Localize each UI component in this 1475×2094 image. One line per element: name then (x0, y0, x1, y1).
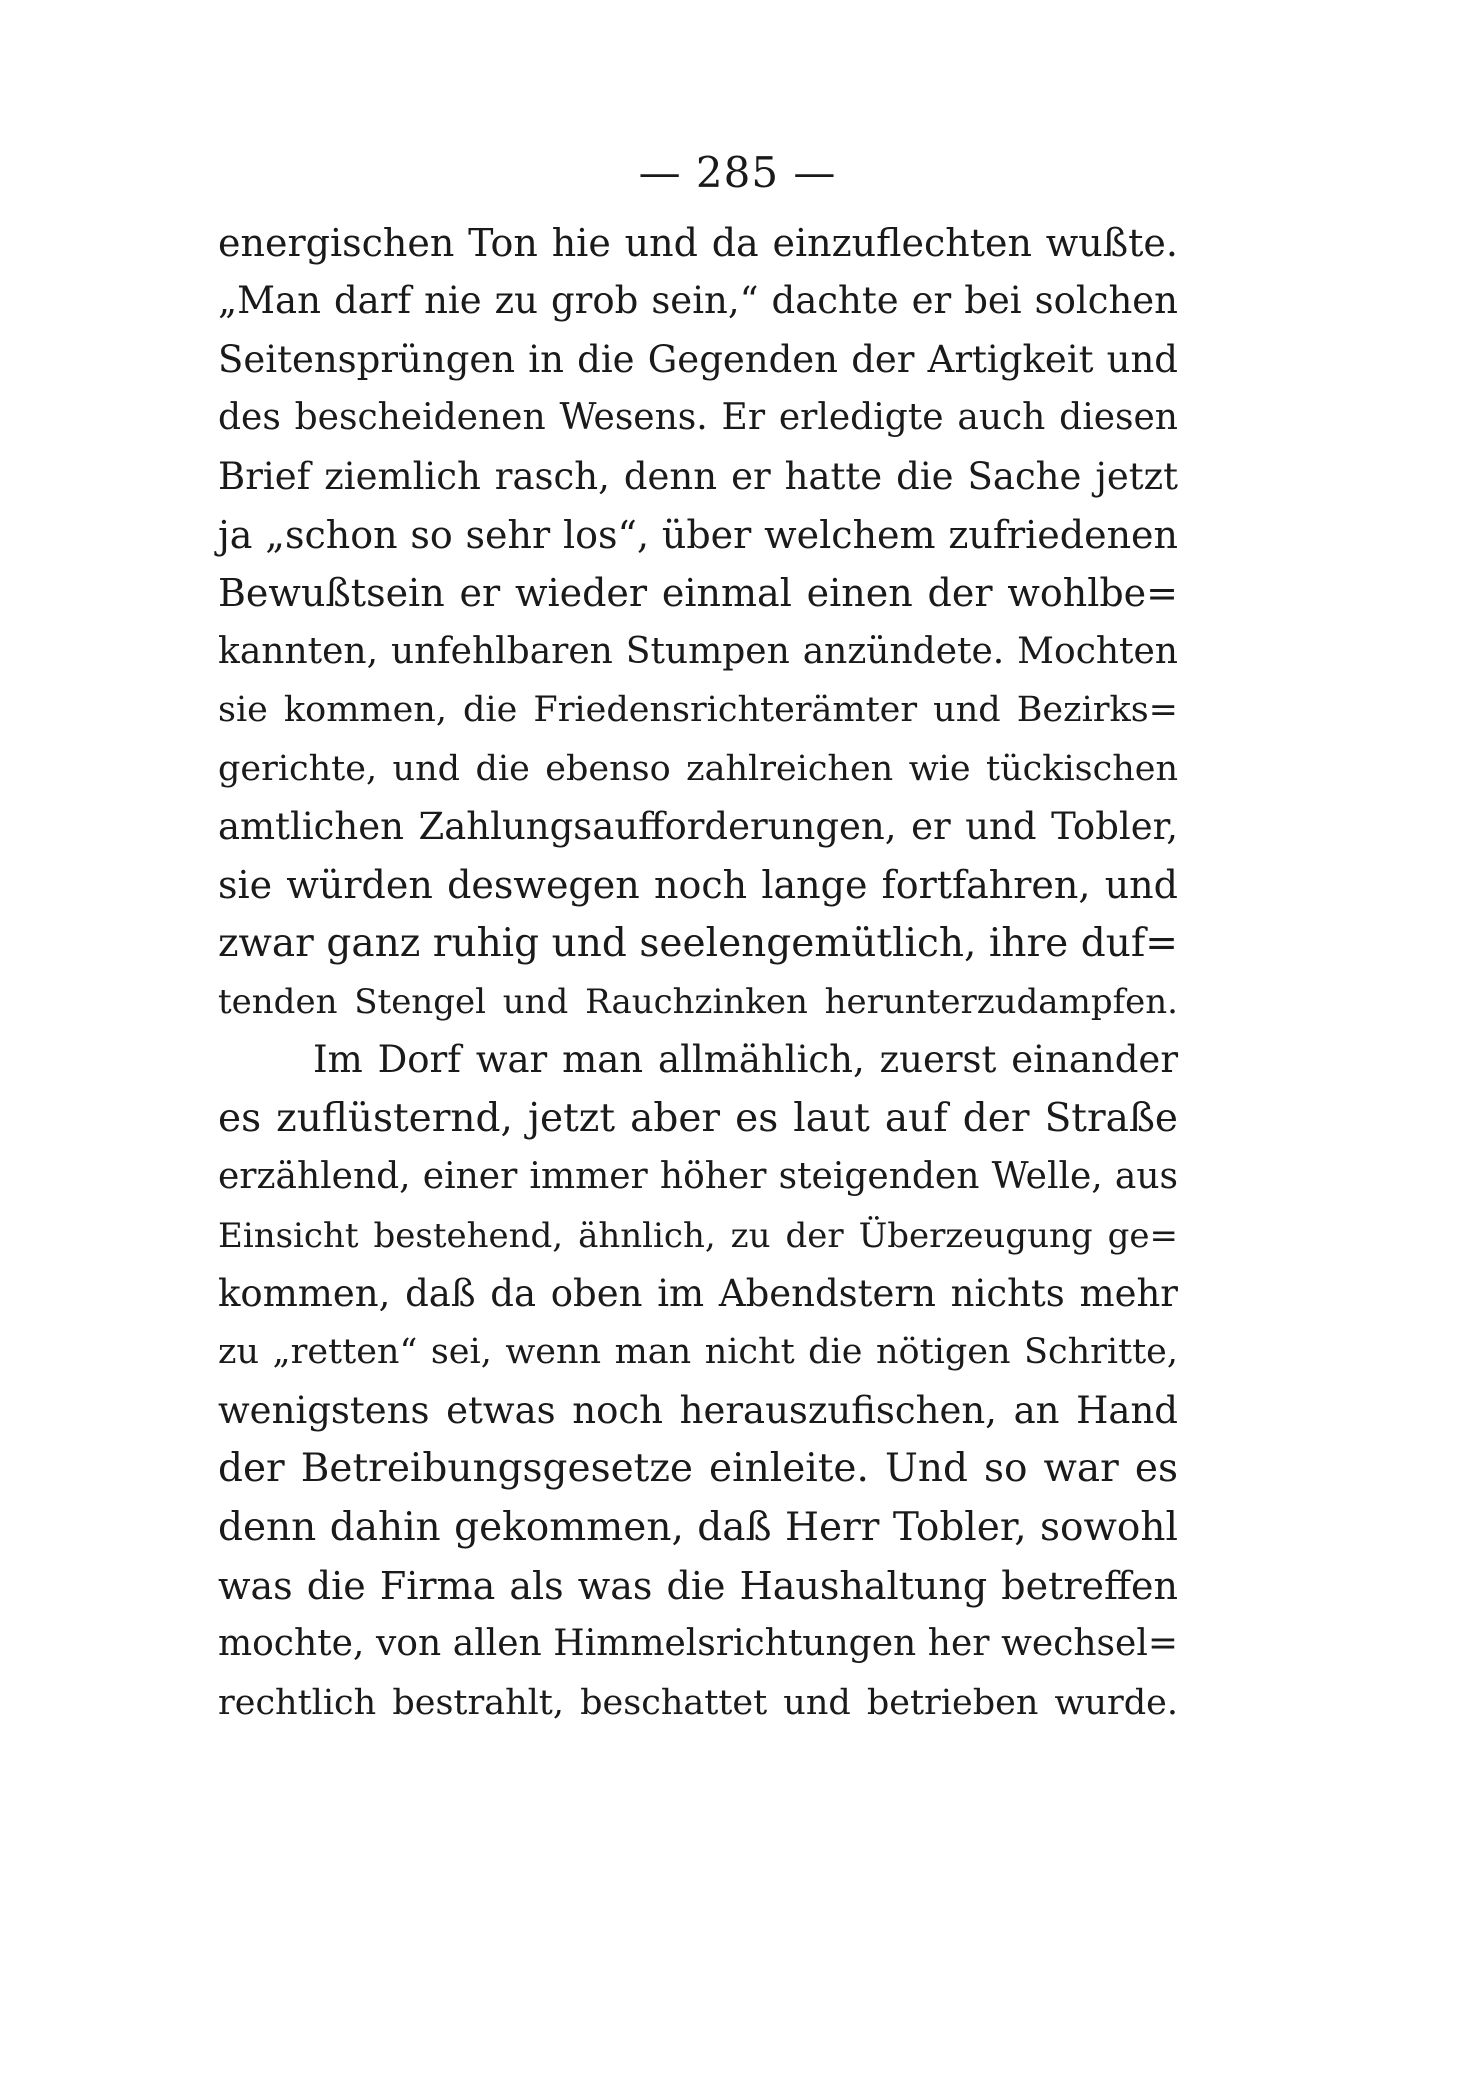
text-line: kommen, daß da oben im Abendstern nichts mehr (218, 1272, 1178, 1316)
text-line: gerichte, und die ebenso zahlreichen wie tückischen (218, 748, 1178, 789)
body-text (218, 214, 1178, 1732)
text-line: tenden Stengel und Rauchzinken herunterzudampfen. (218, 982, 1178, 1023)
text-line: zu „retten“ sei, wenn man nicht die nötigen Schritte, (218, 1332, 1178, 1373)
text-line: sie kommen, die Friedensrichterämter und Bezirks= (218, 690, 1178, 731)
text-line: rechtlich bestrahlt, beschattet und betrieben wurde. (218, 1682, 1178, 1723)
text-line: Seitensprüngen in die Gegenden der Artigkeit und (218, 337, 1178, 381)
text-line: energischen Ton hie und da einzuflechten wußte. (218, 221, 1178, 265)
page-number: — 285 — (638, 148, 837, 197)
text-line: „Man darf nie zu grob sein,“ dachte er bei solchen (218, 279, 1178, 323)
text-line: Bewußtsein er wieder einmal einen der wohlbe= (218, 571, 1178, 616)
text-line: zwar ganz ruhig und seelengemütlich, ihre duf= (218, 920, 1178, 966)
text-line: amtlichen Zahlungsaufforderungen, er und Tobler, (218, 804, 1178, 848)
text-line: Brief ziemlich rasch, denn er hatte die Sache jetzt (218, 454, 1178, 498)
text-line: erzählend, einer immer höher steigenden Welle, aus (218, 1156, 1178, 1198)
text-line: ja „schon so sehr los“, über welchem zufriedenen (218, 512, 1178, 557)
text-line: denn dahin gekommen, daß Herr Tobler, sowohl (218, 1504, 1178, 1550)
text-line: Einsicht bestehend, ähnlich, zu der Überzeugung ge= (218, 1215, 1178, 1256)
text-line: wenigstens etwas noch herauszufischen, an Hand (218, 1388, 1178, 1432)
paragraph-start-line: Im Dorf war man allmählich, zuerst einander (313, 1038, 1178, 1082)
text-line: kannten, unfehlbaren Stumpen anzündete. Mochten (218, 630, 1178, 672)
text-line: es zuflüsternd, jetzt aber es laut auf der Straße (218, 1095, 1178, 1141)
text-line: des bescheidenen Wesens. Er erledigte auch diesen (218, 397, 1178, 439)
text-line: der Betreibungsgesetze einleite. Und so war es (218, 1446, 1178, 1492)
text-line: was die Firma als was die Haushaltung betreffen (218, 1563, 1178, 1608)
text-line: sie würden deswegen noch lange fortfahren, und (218, 863, 1178, 908)
text-line: mochte, von allen Himmelsrichtungen her wechsel= (218, 1623, 1178, 1665)
